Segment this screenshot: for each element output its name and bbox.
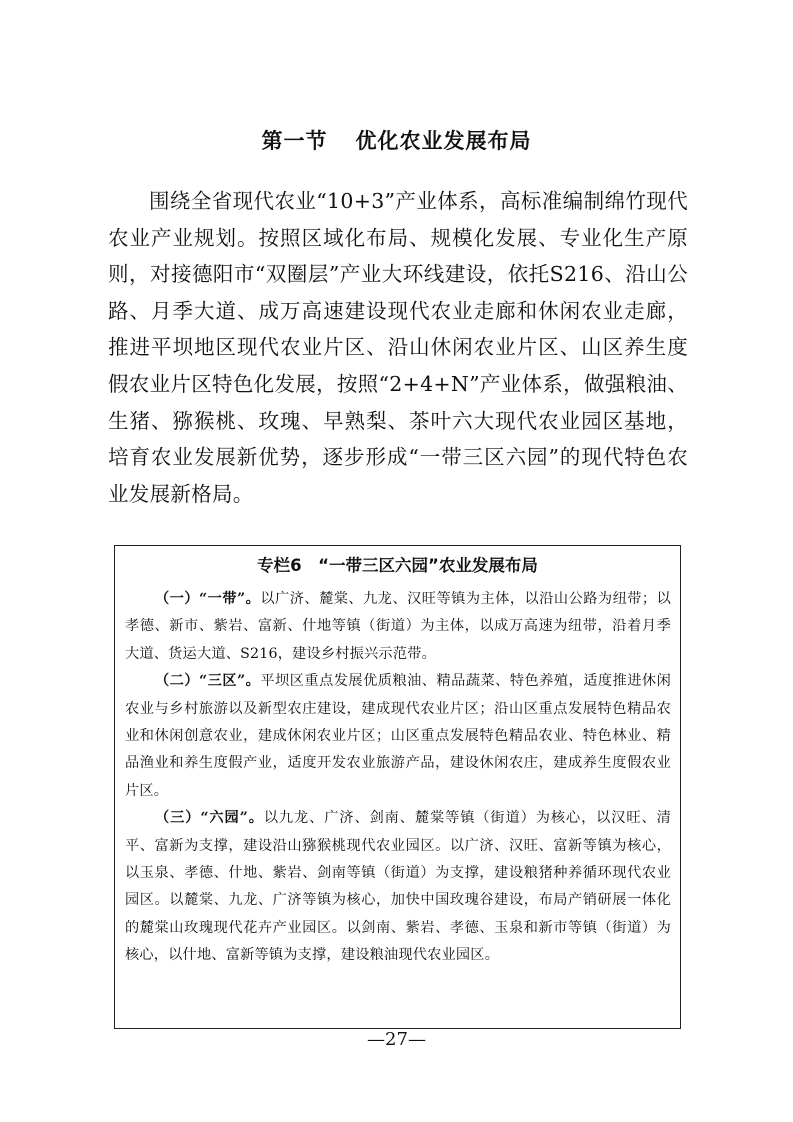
section-title: 优化农业发展布局	[355, 129, 532, 153]
column-box	[114, 545, 681, 1029]
column-box-body	[125, 586, 671, 970]
column-item-lead: （三）“六园”。	[155, 810, 264, 827]
section-number: 第一节	[261, 129, 328, 153]
column-item-parks	[125, 805, 671, 969]
column-box-title: 专栏6 “一带三区六园”农业发展布局	[257, 556, 538, 575]
column-item-zones	[125, 668, 671, 805]
column-item-text: 以广济、麓棠、九龙、汉旺等镇为主体，以沿山公路为纽带；以孝德、新市、紫岩、富新、什地等镇（街道）为主体，以成万高速为纽带，沿着月季大道、货运大道、S216，建设乡村振兴示范带。	[125, 591, 671, 662]
column-item-text: 以九龙、广济、剑南、麓棠等镇（街道）为核心，以汉旺、清平、富新为支撑，建设沿山猕猴桃现代农业园区。以广济、汉旺、富新等镇为核心，以玉泉、孝德、什地、紫岩、剑南等镇（街道）为支撑，建设粮猪种养循环现代农业园区。以麓棠、九龙、广济等镇为核心，加快中国玫瑰谷建设，布局产销研展一体化的麓棠山玫瑰现代花卉产业园区。以剑南、紫岩、孝德、玉泉和新市等镇（街道）为核心，以什地、富新等镇为支撑，建设粮油现代农业园区。	[125, 810, 672, 964]
column-item-belt	[125, 586, 671, 668]
column-item-text: 平坝区重点发展优质粮油、精品蔬菜、特色养殖，适度推进休闲农业与乡村旅游以及新型农庄建设，建成现代农业片区；沿山区重点发展特色精品农业和休闲创意农业，建成休闲农业片区；山区重点发展特色精品农业、特色林业、精品渔业和养生度假产业，适度开发农业旅游产品，建设休闲农庄，建成养生度假农业片区。	[125, 673, 671, 799]
column-item-lead: （二）“三区”。	[155, 673, 261, 690]
page-number: —27—	[367, 1029, 426, 1050]
section-heading	[0, 125, 793, 155]
column-item-lead: （一）“一带”。	[155, 591, 261, 607]
body-paragraph: 围绕全省现代农业“10+3”产业体系，高标准编制绵竹现代农业产业规划。按照区域化布局、规模化发展、专业化生产原则，对接德阳市“双圈层”产业大环线建设，依托S216、沿山公路、月季大道、成万高速建设现代农业走廊和休闲农业走廊，推进平坝地区现代农业片区、沿山休闲农业片区、山区养生度假农业片区特色化发展，按照“2+4+N”产业体系，做强粮油、生猪、猕猴桃、玫瑰、早熟梨、茶叶六大现代农业园区基地，培育农业发展新优势，逐步形成“一带三区六园”的现代特色农业发展新格局。	[108, 189, 688, 506]
